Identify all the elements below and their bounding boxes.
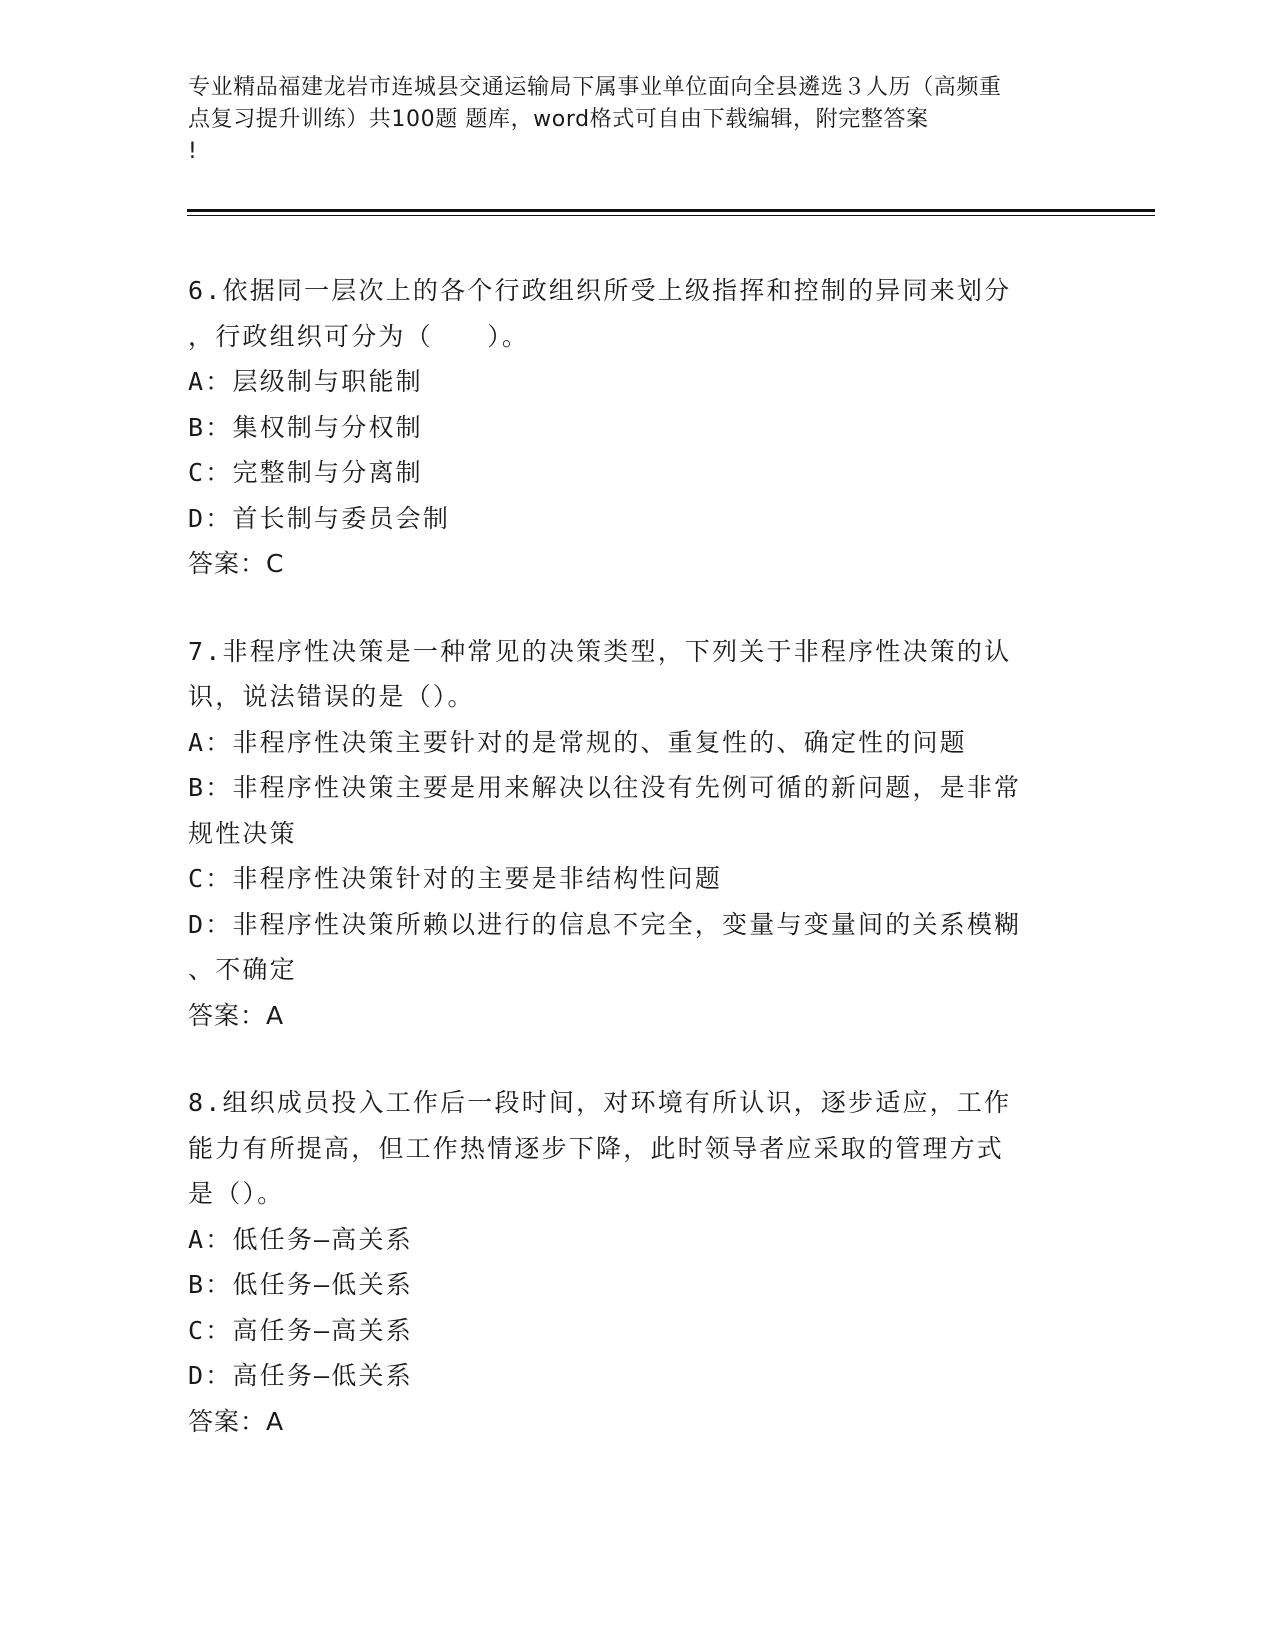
option-c: C：高任务—高关系 [188, 1315, 413, 1345]
question-stem-line: 6.依据同一层次上的各个行政组织所受上级指挥和控制的异同来划分 [188, 276, 1012, 305]
header-line-3: ! [188, 139, 198, 164]
header-divider [187, 209, 1155, 212]
question-7 [188, 629, 1088, 1039]
question-stem-line: 8.组织成员投入工作后一段时间，对环境有所认识，逐步适应，工作 [188, 1088, 1012, 1117]
answer-line: 答案：C [188, 549, 285, 578]
option-b: B：集权制与分权制 [188, 412, 423, 442]
option-b: B：非程序性决策主要是用来解决以往没有先例可循的新问题，是非常 [188, 773, 1022, 802]
option-d-continued: 、不确定 [188, 955, 297, 984]
option-b-continued: 规性决策 [188, 818, 297, 848]
question-8 [188, 1080, 1088, 1444]
question-stem-line: 能力有所提高，但工作热情逐步下降，此时领导者应采取的管理方式 [188, 1133, 1005, 1163]
option-a: A：层级制与职能制 [188, 367, 423, 396]
question-stem-line: ，行政组织可分为（ ）。 [188, 321, 530, 351]
document-header [188, 72, 1088, 168]
question-stem-line: 7.非程序性决策是一种常见的决策类型，下列关于非程序性决策的认 [188, 636, 1012, 666]
option-a: A：低任务—高关系 [188, 1224, 413, 1254]
header-divider-thin [187, 215, 1155, 216]
question-6 [188, 268, 1088, 587]
option-d: D：首长制与委员会制 [188, 503, 451, 533]
header-line-1: 专业精品福建龙岩市连城县交通运输局下属事业单位面向全县遴选３人历（高频重 [188, 75, 1002, 100]
question-stem-line: 是（）。 [188, 1179, 285, 1208]
question-stem-line: 识，说法错误的是（）。 [188, 682, 475, 711]
option-c: C：非程序性决策针对的主要是非结构性问题 [188, 864, 723, 893]
option-b: B：低任务—低关系 [188, 1270, 413, 1299]
header-line-2: 点复习提升训练）共100题 题库，word格式可自由下载编辑，附完整答案 [188, 107, 929, 132]
option-c: C：完整制与分离制 [188, 458, 423, 487]
answer-line: 答案：A [188, 1406, 285, 1436]
option-d: D：非程序性决策所赖以进行的信息不完全，变量与变量间的关系模糊 [188, 909, 1022, 939]
option-a: A：非程序性决策主要针对的是常规的、重复性的、确定性的问题 [188, 727, 967, 757]
option-d: D：高任务—低关系 [188, 1361, 413, 1390]
answer-line: 答案：A [188, 1000, 285, 1030]
question-list [188, 268, 1088, 1486]
